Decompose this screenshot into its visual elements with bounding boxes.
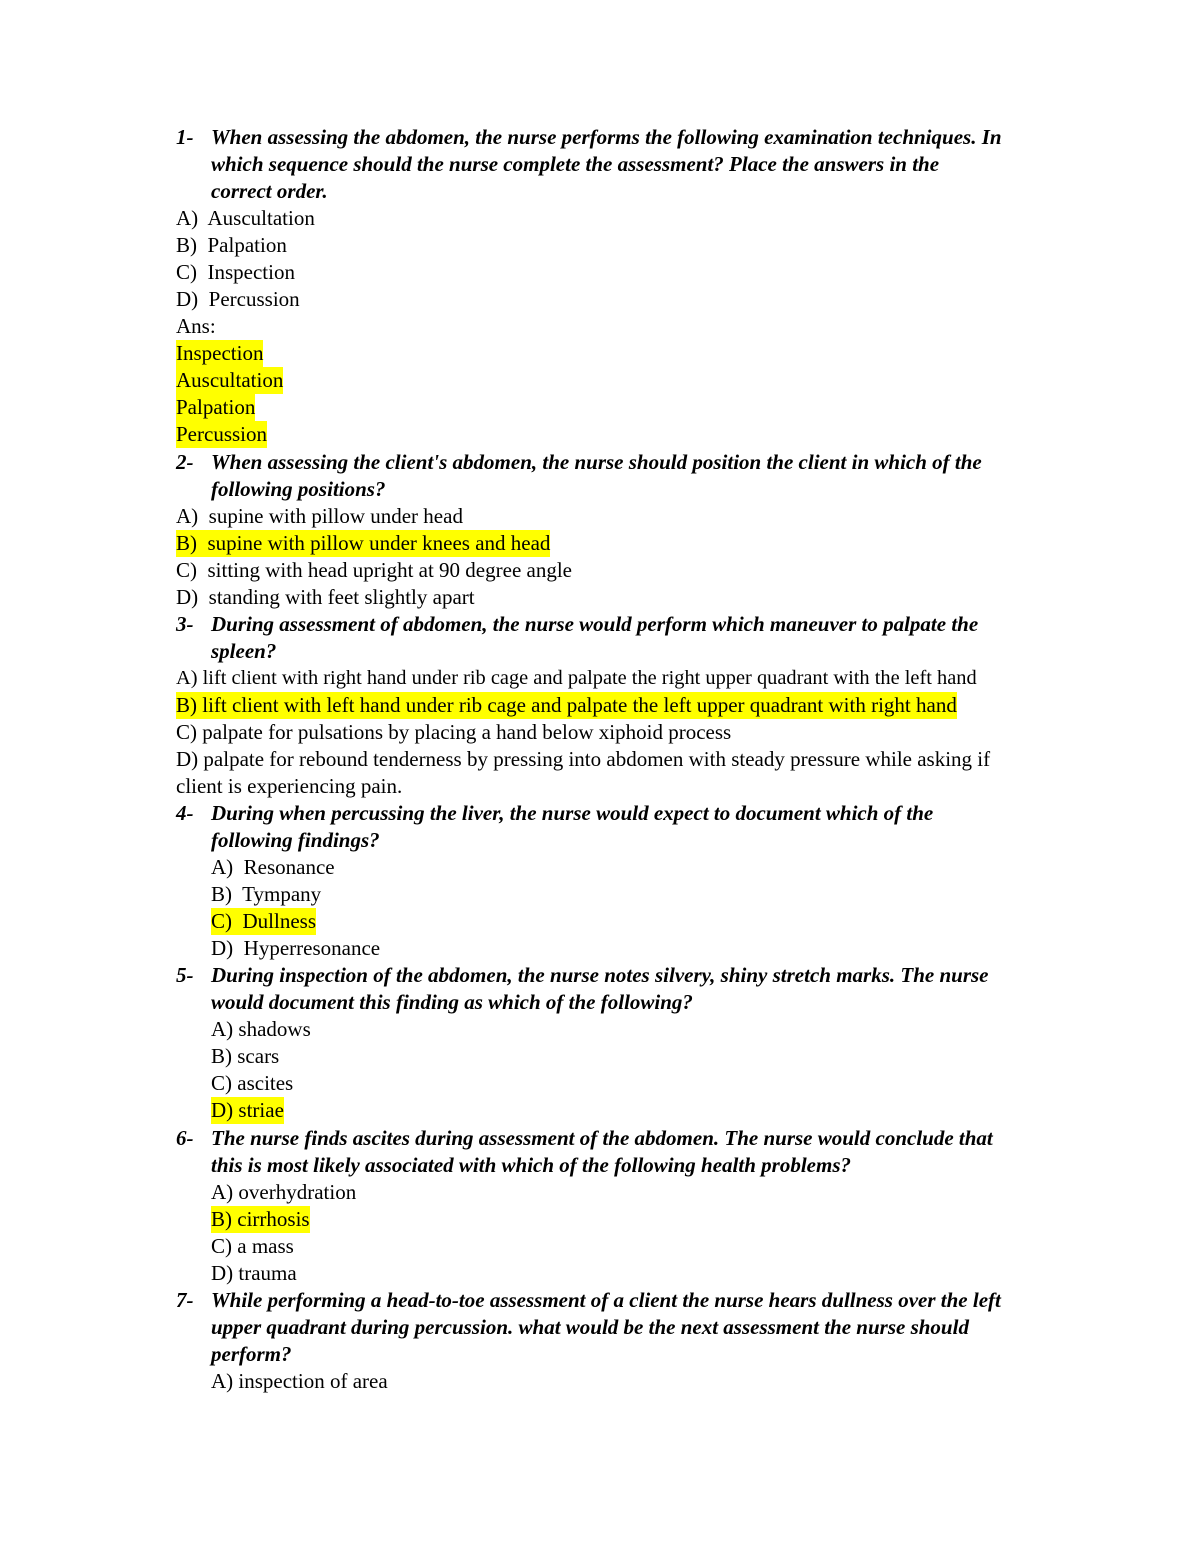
question-1-answer-4: Percussion bbox=[176, 422, 267, 446]
question-7-stem-line-3: perform? bbox=[211, 1342, 292, 1366]
question-5-option-d: D) striae bbox=[211, 1098, 284, 1122]
question-4-option-b: B) Tympany bbox=[211, 882, 322, 906]
question-4-option-d: D) Hyperresonance bbox=[211, 936, 381, 960]
question-5-option-b: B) scars bbox=[211, 1044, 280, 1068]
question-2-option-c: C) sitting with head upright at 90 degree angle bbox=[176, 558, 572, 582]
question-5-option-a: A) shadows bbox=[211, 1017, 311, 1041]
question-7-number: 7- bbox=[176, 1288, 194, 1312]
question-1-stem-line-1: When assessing the abdomen, the nurse performs the following examination techniques. In bbox=[211, 125, 1002, 149]
question-3-option-a: A) lift client with right hand under rib cage and palpate the right upper quadrant with the left hand bbox=[176, 667, 977, 689]
question-2-option-a: A) supine with pillow under head bbox=[176, 504, 463, 528]
question-4-option-c: C) Dullness bbox=[211, 909, 316, 933]
question-1-answer-label: Ans: bbox=[176, 314, 216, 338]
question-2-option-b: B) supine with pillow under knees and head bbox=[176, 531, 551, 555]
question-1-stem-line-2: which sequence should the nurse complete the assessment? Place the answers in the bbox=[211, 152, 940, 176]
question-2-stem-line-2: following positions? bbox=[211, 477, 386, 501]
question-4-number: 4- bbox=[176, 801, 194, 825]
question-1-option-b: B) Palpation bbox=[176, 233, 287, 257]
question-6-number: 6- bbox=[176, 1126, 194, 1150]
question-3-option-d-cont: client is experiencing pain. bbox=[176, 774, 403, 798]
question-1-option-d: D) Percussion bbox=[176, 287, 300, 311]
question-5-stem-line-1: During inspection of the abdomen, the nurse notes silvery, shiny stretch marks. The nurse bbox=[211, 963, 989, 987]
question-7-option-a: A) inspection of area bbox=[211, 1369, 388, 1393]
question-4-stem-line-2: following findings? bbox=[211, 828, 380, 852]
question-6-option-a: A) overhydration bbox=[211, 1180, 357, 1204]
question-3-number: 3- bbox=[176, 612, 194, 636]
question-1-number: 1- bbox=[176, 125, 194, 149]
question-5-option-c: C) ascites bbox=[211, 1071, 294, 1095]
question-5-number: 5- bbox=[176, 963, 194, 987]
question-6-option-c: C) a mass bbox=[211, 1234, 294, 1258]
question-3-stem-line-2: spleen? bbox=[211, 639, 277, 663]
question-6-option-b: B) cirrhosis bbox=[211, 1207, 310, 1231]
question-3-stem-line-1: During assessment of abdomen, the nurse would perform which maneuver to palpate the bbox=[211, 612, 979, 636]
question-3-option-c: C) palpate for pulsations by placing a hand below xiphoid process bbox=[176, 720, 732, 744]
question-3-option-b: B) lift client with left hand under rib cage and palpate the left upper quadrant with right hand bbox=[176, 693, 957, 717]
question-6-stem-line-1: The nurse finds ascites during assessment of the abdomen. The nurse would conclude that bbox=[211, 1126, 993, 1150]
question-7-stem-line-1: While performing a head-to-toe assessment of a client the nurse hears dullness over the left bbox=[211, 1288, 1001, 1312]
question-7-stem-line-2: upper quadrant during percussion. what would be the next assessment the nurse should bbox=[211, 1315, 969, 1339]
question-4-stem-line-1: During when percussing the liver, the nurse would expect to document which of the bbox=[211, 801, 934, 825]
question-2-number: 2- bbox=[176, 450, 194, 474]
question-1-answer-3: Palpation bbox=[176, 395, 256, 419]
question-2-stem-line-1: When assessing the client's abdomen, the nurse should position the client in which of the bbox=[211, 450, 982, 474]
question-1-option-a: A) Auscultation bbox=[176, 206, 315, 230]
question-4-option-a: A) Resonance bbox=[211, 855, 335, 879]
question-3-option-d: D) palpate for rebound tenderness by pressing into abdomen with steady pressure while asking if bbox=[176, 747, 991, 771]
question-1-answer-2: Auscultation bbox=[176, 368, 284, 392]
question-5-stem-line-2: would document this finding as which of the following? bbox=[211, 990, 693, 1014]
question-1-option-c: C) Inspection bbox=[176, 260, 295, 284]
question-6-option-d: D) trauma bbox=[211, 1261, 297, 1285]
question-6-stem-line-2: this is most likely associated with which of the following health problems? bbox=[211, 1153, 851, 1177]
question-1-answer-1: Inspection bbox=[176, 341, 264, 365]
question-2-option-d: D) standing with feet slightly apart bbox=[176, 585, 475, 609]
question-1-stem-line-3: correct order. bbox=[211, 179, 328, 203]
